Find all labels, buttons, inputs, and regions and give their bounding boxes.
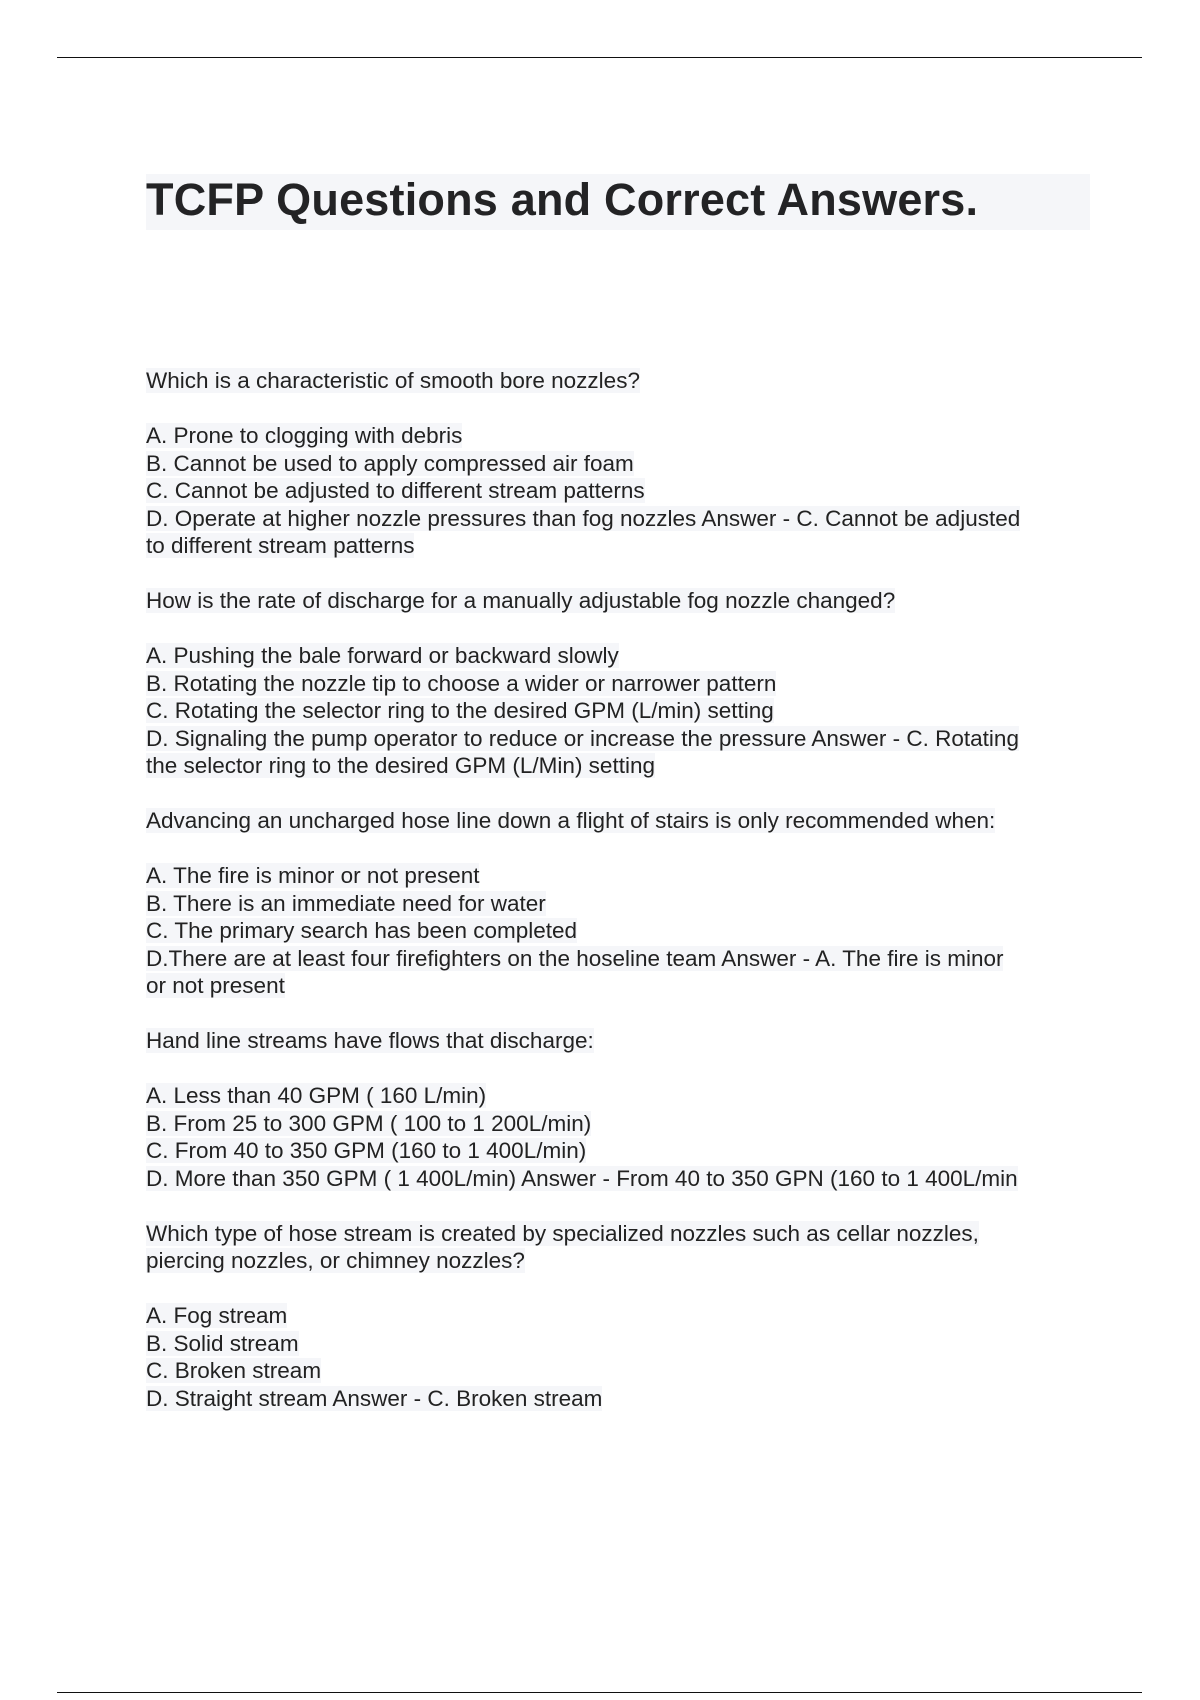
question-line: How is the rate of discharge for a manually adjustable fog nozzle changed? — [146, 588, 896, 613]
top-rule — [57, 57, 1142, 58]
option-line: B. There is an immediate need for water — [146, 890, 546, 916]
bottom-rule — [57, 1692, 1142, 1693]
option-line: D. Signaling the pump operator to reduce or increase the pressure Answer - C. Rotating — [146, 725, 1019, 751]
option-line: D. Operate at higher nozzle pressures than fog nozzles Answer - C. Cannot be adjusted — [146, 505, 1021, 531]
qa-item-2 — [146, 587, 1096, 780]
question-text — [146, 807, 1096, 835]
qa-item-5 — [146, 1220, 1096, 1413]
option-line: A. Prone to clogging with debris — [146, 423, 463, 448]
option-line: C. Rotating the selector ring to the desired GPM (L/min) setting — [146, 698, 774, 723]
answer-options — [146, 642, 1096, 780]
question-line: Advancing an uncharged hose line down a flight of stairs is only recommended when: — [146, 808, 996, 833]
question-line: piercing nozzles, or chimney nozzles? — [146, 1248, 525, 1273]
answer-options — [146, 862, 1096, 1000]
document-title: TCFP Questions and Correct Answers. — [146, 174, 979, 225]
question-text — [146, 1027, 1096, 1055]
question-text — [146, 367, 1096, 395]
option-line: D. More than 350 GPM ( 1 400L/min) Answer - From 40 to 350 GPN (160 to 1 400L/min — [146, 1165, 1018, 1191]
qa-body — [146, 367, 1096, 1440]
qa-item-1 — [146, 367, 1096, 560]
question-line: Hand line streams have flows that discharge: — [146, 1028, 594, 1053]
qa-item-4 — [146, 1027, 1096, 1192]
option-line: B. Solid stream — [146, 1330, 299, 1356]
question-line: Which type of hose stream is created by specialized nozzles such as cellar nozzles, — [146, 1220, 979, 1246]
option-line: A. Less than 40 GPM ( 160 L/min) — [146, 1083, 487, 1108]
answer-options — [146, 1082, 1096, 1192]
option-line: C. The primary search has been completed — [146, 918, 578, 943]
option-line: D.There are at least four firefighters on the hoseline team Answer - A. The fire is minor — [146, 945, 1004, 971]
answer-options — [146, 422, 1096, 560]
question-text — [146, 587, 1096, 615]
option-line: B. From 25 to 300 GPM ( 100 to 1 200L/min) — [146, 1110, 592, 1136]
answer-options — [146, 1302, 1096, 1412]
option-line: B. Cannot be used to apply compressed air foam — [146, 450, 634, 476]
option-line: C. Cannot be adjusted to different stream patterns — [146, 478, 645, 503]
option-line: A. Pushing the bale forward or backward slowly — [146, 643, 619, 668]
option-line: D. Straight stream Answer - C. Broken stream — [146, 1385, 603, 1411]
option-line: A. Fog stream — [146, 1303, 288, 1328]
option-line: C. Broken stream — [146, 1358, 322, 1383]
option-line: or not present — [146, 973, 285, 998]
option-line: C. From 40 to 350 GPM (160 to 1 400L/min) — [146, 1138, 587, 1163]
option-line: A. The fire is minor or not present — [146, 863, 480, 888]
qa-item-3 — [146, 807, 1096, 1000]
option-line: B. Rotating the nozzle tip to choose a wider or narrower pattern — [146, 670, 777, 696]
question-text — [146, 1220, 1096, 1275]
question-line: Which is a characteristic of smooth bore nozzles? — [146, 368, 640, 393]
option-line: the selector ring to the desired GPM (L/Min) setting — [146, 753, 655, 778]
option-line: to different stream patterns — [146, 533, 415, 558]
